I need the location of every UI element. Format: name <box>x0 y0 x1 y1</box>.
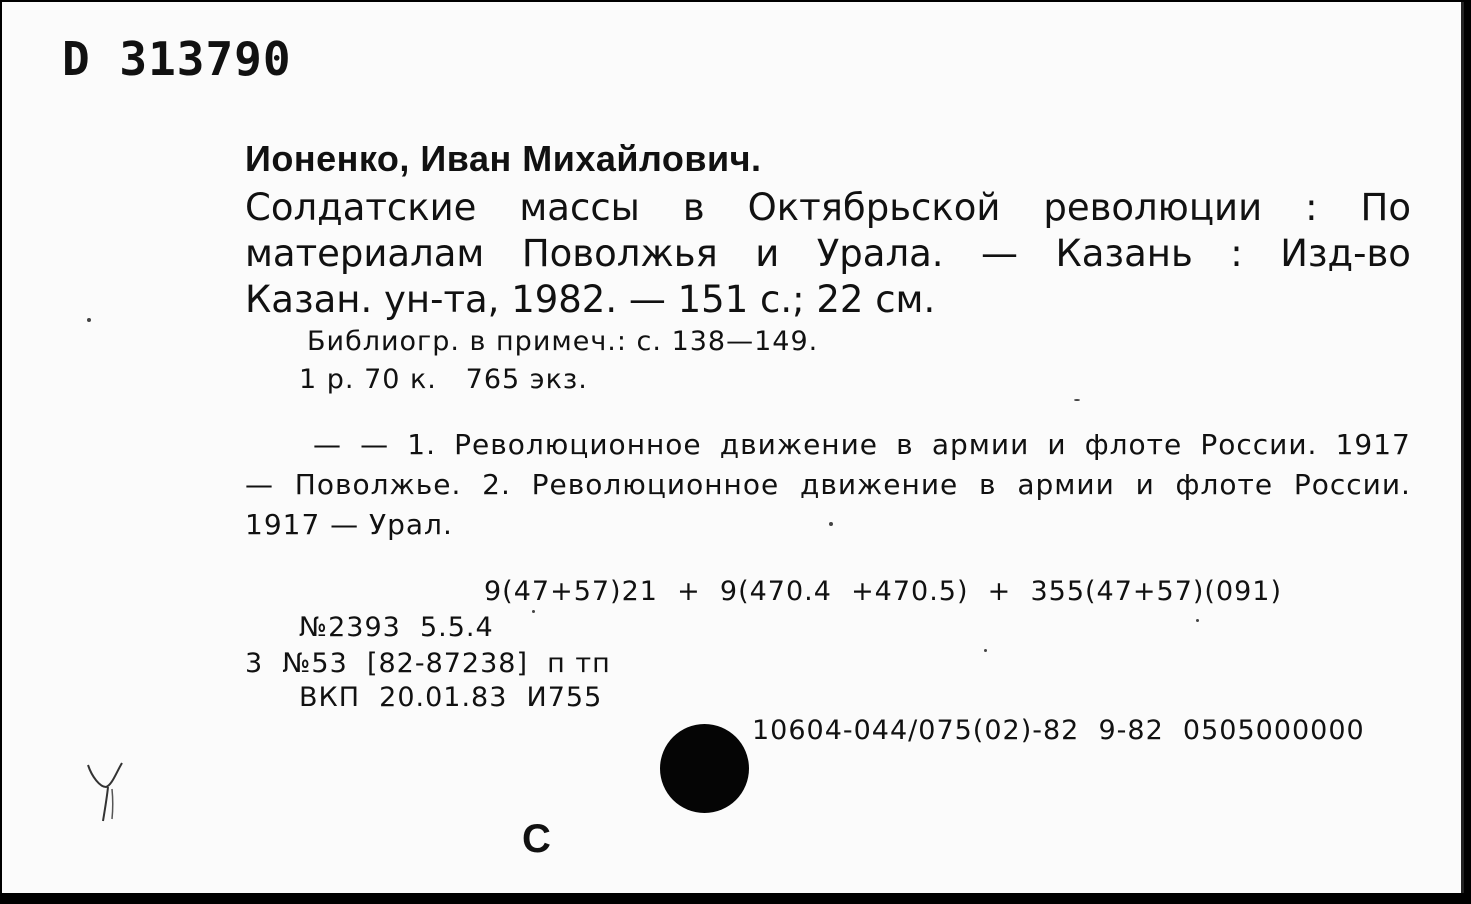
subject-word: — <box>360 428 390 461</box>
author-heading: Ионенко, Иван Михайлович. <box>245 138 762 179</box>
punched-hole <box>660 724 749 813</box>
subject-word: армии <box>1017 468 1115 501</box>
title-word: Поволжья <box>521 232 718 275</box>
title-word: : <box>1230 232 1243 275</box>
order-number: 3 №53 [82-87238] п тп <box>245 648 611 679</box>
isbn-line: 10604-044/075(02)-82 9-82 0505000000 <box>752 715 1365 746</box>
subject-word: 1. <box>407 428 436 461</box>
title-word: Октябрьской <box>747 186 1001 229</box>
vkp-line: ВКП 20.01.83 И755 <box>299 682 603 713</box>
subject-line-1 <box>245 428 1411 461</box>
subject-word: Революционное <box>454 428 702 461</box>
subject-line-3: 1917 — Урал. <box>245 508 453 541</box>
subject-word: и <box>1047 428 1067 461</box>
title-word: Урала. <box>816 232 944 275</box>
ink-speck <box>1196 619 1199 622</box>
title-word: Изд-во <box>1280 232 1411 275</box>
subject-word: — <box>245 468 274 501</box>
classification-index: 9(47+57)21 + 9(470.4 +470.5) + 355(47+57)(091) <box>484 576 1283 607</box>
subject-word: движение <box>800 468 959 501</box>
subject-word: — <box>313 428 342 461</box>
title-word: По <box>1360 186 1411 229</box>
title-word: и <box>755 232 780 275</box>
subject-word: армии <box>931 428 1030 461</box>
ink-speck <box>87 318 91 322</box>
record-number: №2393 5.5.4 <box>299 612 494 643</box>
bibliography-note: Библиогр. в примеч.: с. 138—149. <box>307 326 819 357</box>
title-word: в <box>682 186 705 229</box>
subject-word: 1917 <box>1335 428 1411 461</box>
subject-word: флоте <box>1175 468 1274 501</box>
subject-word: 2. <box>482 468 511 501</box>
card-face <box>2 2 1464 893</box>
price-and-copies: 1 р. 70 к. 765 экз. <box>299 364 588 395</box>
handwritten-mark-icon <box>82 757 142 827</box>
title-line-1 <box>245 186 1411 229</box>
subject-word: в <box>896 428 914 461</box>
title-word: материалам <box>245 232 485 275</box>
title-word: : <box>1305 186 1318 229</box>
title-word: — <box>981 232 1019 275</box>
stamp-letter: С <box>522 817 551 861</box>
ink-speck <box>1074 399 1080 401</box>
subject-line-2 <box>245 468 1411 501</box>
publication-line: Казан. ун-та, 1982. — 151 с.; 22 см. <box>245 278 936 321</box>
title-word: Казань <box>1055 232 1193 275</box>
title-word: массы <box>519 186 640 229</box>
ink-speck <box>984 649 987 652</box>
title-word: революции <box>1043 186 1263 229</box>
ink-speck <box>532 610 535 613</box>
subject-word: Революционное <box>531 468 780 501</box>
title-word: Солдатские <box>245 186 477 229</box>
title-line-2 <box>245 232 1411 275</box>
subject-word: в <box>979 468 997 501</box>
subject-word: Поволжье. <box>294 468 462 501</box>
subject-word: и <box>1135 468 1155 501</box>
subject-word: движение <box>719 428 879 461</box>
subject-word: флоте <box>1084 428 1183 461</box>
subject-word: России. <box>1293 468 1411 501</box>
subject-word: России. <box>1200 428 1318 461</box>
ink-speck <box>829 522 833 526</box>
call-number: D 313790 <box>62 32 292 86</box>
